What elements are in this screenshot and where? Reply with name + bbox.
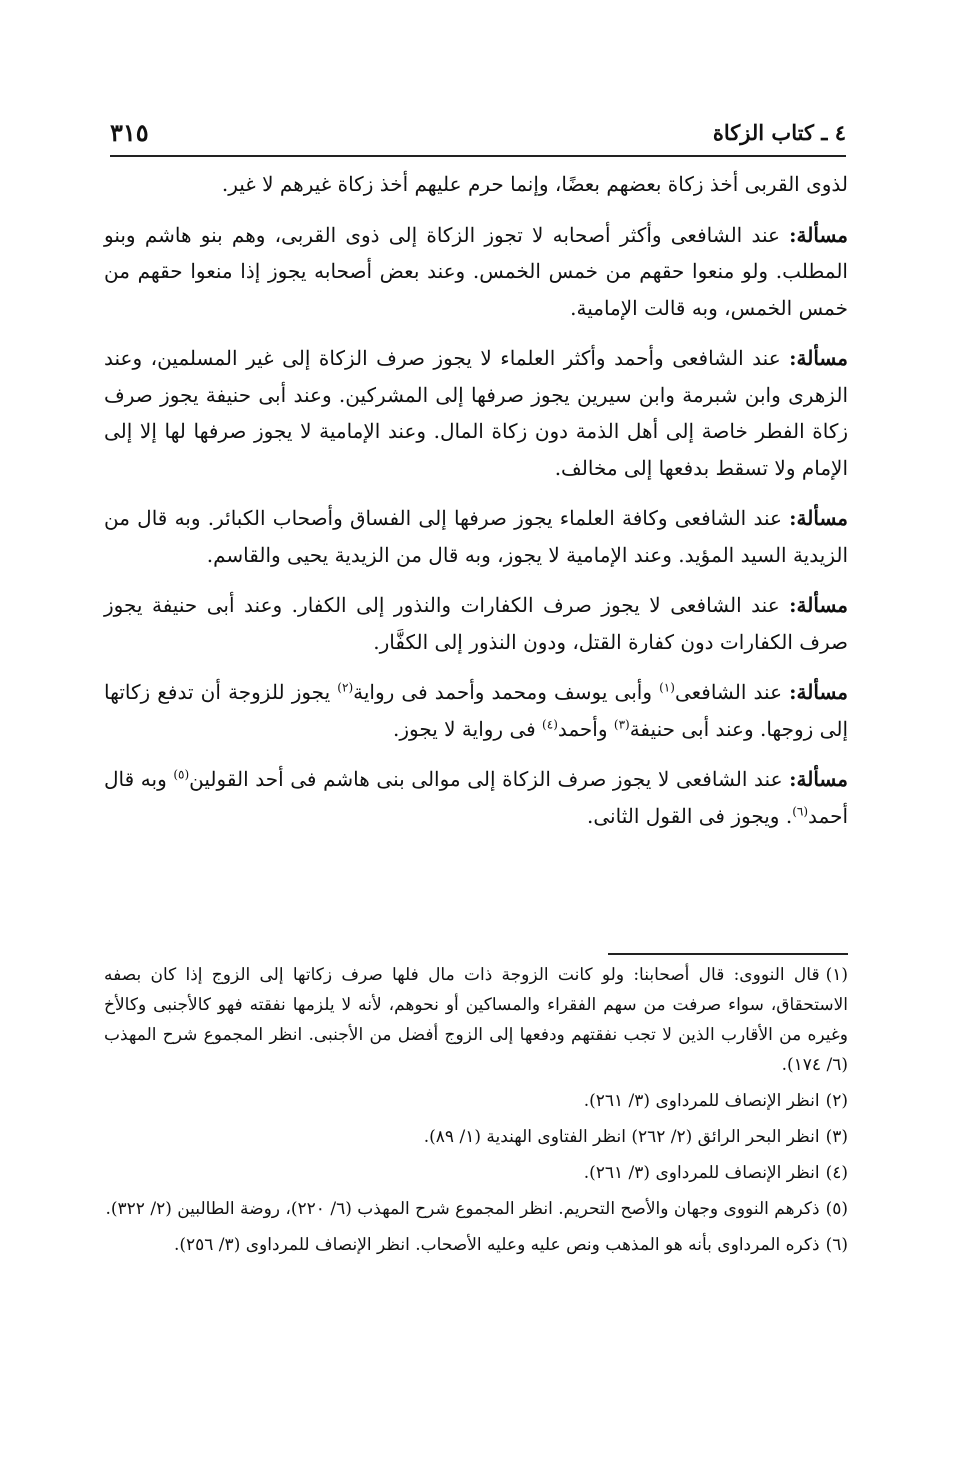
- paragraph: [104, 217, 848, 327]
- paragraph: [104, 587, 848, 660]
- chapter-title: ٤ ـ كتاب الزكاة: [712, 120, 846, 145]
- footnote-number: (٥): [825, 1199, 848, 1219]
- paragraph: [104, 340, 848, 486]
- paragraph-text: عند الشافعى وكافة العلماء يجوز صرفها إلى الفساق وأصحاب الكبائر. وبه قال من الزيدية السيد المؤيد. وعند الإمامية لا يجوز، وبه قال من الزيدية يحيى والقاسم.: [104, 506, 848, 567]
- paragraph-text: عند الشافعى وأحمد وأكثر العلماء لا يجوز صرف الزكاة إلى غير المسلمين، وعند الزهرى وابن شبرمة وابن سيرين يجوز صرفها إلى المشركين. وعند أبى حنيفة يجوز صرف زكاة الفطر خاصة إلى أهل الذمة دون زكاة المال. وعند الإمامية لا يجوز صرفها لها إلا إلى الإمام ولا تسقط بدفعها إلى مخالف.: [104, 346, 848, 480]
- question-label: مسألة:: [789, 767, 848, 791]
- footnote: [104, 1194, 848, 1224]
- footnote-number: (٣): [825, 1127, 848, 1147]
- paragraph-text: لذوى القربى أخذ زكاة بعضهم بعضًا، وإنما حرم عليهم أخذ زكاة غيرهم لا غير.: [221, 172, 848, 196]
- question-label: مسألة:: [789, 680, 849, 704]
- footnote-number: (٢): [825, 1091, 848, 1111]
- footnote: [104, 1122, 848, 1152]
- footnotes: [104, 960, 848, 1266]
- footnote-ref[interactable]: (٢): [337, 680, 354, 695]
- paragraph-text: فى رواية لا يجوز.: [392, 716, 543, 741]
- footnote-ref[interactable]: (٣): [613, 716, 630, 731]
- footnote-text: انظر الإنصاف للمرداوى (٣/ ٢٦١).: [583, 1091, 820, 1111]
- paragraph-text: عند الشافعى: [674, 680, 783, 704]
- page-header: [110, 112, 846, 152]
- paragraph: [104, 761, 848, 834]
- header-divider: [110, 155, 846, 157]
- footnote-number: (٤): [825, 1163, 848, 1183]
- footnote-text: انظر الإنصاف للمرداوى (٣/ ٢٦١).: [583, 1163, 820, 1183]
- main-text: [104, 166, 848, 848]
- footnote-ref[interactable]: (٤): [542, 716, 558, 731]
- footnote-ref[interactable]: (٥): [173, 767, 190, 782]
- footnote-text: ذكره المرداوى بأنه هو المذهب ونص عليه وعليه الأصحاب. انظر الإنصاف للمرداوى (٣/ ٢٥٦).: [173, 1235, 820, 1255]
- footnote-text: ذكرهم النووى وجهان والأصح التحريم. انظر المجموع شرح المهذب (٦/ ٢٢٠)، روضة الطالبين (٢/ ٣٢٢).: [105, 1199, 820, 1219]
- paragraph-text: عند الشافعى لا يجوز صرف الكفارات والنذور إلى الكفار. وعند أبى حنيفة يجوز صرف الكفارات دون كفارة القتل، ودون النذور إلى الكفَّار.: [104, 593, 848, 654]
- question-label: مسألة:: [789, 346, 848, 370]
- paragraph-text: وأحمد: [557, 716, 614, 741]
- paragraph-text: وبه قال أحمد: [104, 767, 848, 828]
- footnote: [104, 1158, 848, 1188]
- footnote-text: قال النووى: قال أصحابنا: ولو كانت الزوجة ذات مال فلها صرف زكاتها إلى الزوج إذا كان بصفه الاستحقاق، سواء صرفت من سهم الفقراء والمساكين أو نحوهم، لأنه لا يلزمها نفقته فهو كالأجنبى وكالأخ وغيره من الأقارب الذين لا تجب نفقتهم ودفعها إلى الزوج أفضل من الأجنبى. انظر المجموع شرح المهذب (٦/ ١٧٤).: [104, 965, 848, 1075]
- paragraph: [104, 674, 848, 747]
- paragraph-text: عند الشافعى وأكثر أصحابه لا تجوز الزكاة إلى ذوى القربى، وهم بنو هاشم وبنو المطلب. ولو منعوا حقهم من خمس الخمس. وعند بعض أصحابه يجوز إذا منعوا حقهم من خمس الخمس، وبه قالت الإمامية.: [104, 222, 848, 320]
- footnote-ref[interactable]: (٦): [792, 803, 809, 818]
- paragraph-text: عند الشافعى لا يجوز صرف الزكاة إلى موالى بنى هاشم فى أحد القولين: [189, 767, 783, 791]
- footnote: [104, 960, 848, 1080]
- footnote: [104, 1230, 848, 1260]
- footnote-ref[interactable]: (١): [659, 680, 675, 695]
- question-label: مسألة:: [789, 593, 849, 617]
- footnote-text: انظر البحر الرائق (٢/ ٢٦٢) انظر الفتاوى الهندية (١/ ٨٩).: [423, 1127, 820, 1147]
- footnote-number: (١): [825, 965, 848, 985]
- paragraph-text: يجوز للزوجة أن تدفع زكاتها إلى زوجها. وعند أبى حنيفة: [104, 680, 848, 741]
- footnote-number: (٦): [825, 1235, 848, 1255]
- paragraph: [104, 500, 848, 573]
- paragraph-text: . ويجوز فى القول الثانى.: [587, 803, 793, 828]
- question-label: مسألة:: [789, 222, 849, 247]
- page-number: ٣١٥: [110, 118, 149, 147]
- paragraph-text: وأبى يوسف ومحمد وأحمد فى رواية: [353, 680, 660, 704]
- footnote: [104, 1086, 848, 1116]
- question-label: مسألة:: [789, 506, 849, 530]
- footnote-divider: [608, 953, 848, 955]
- paragraph: [104, 166, 848, 203]
